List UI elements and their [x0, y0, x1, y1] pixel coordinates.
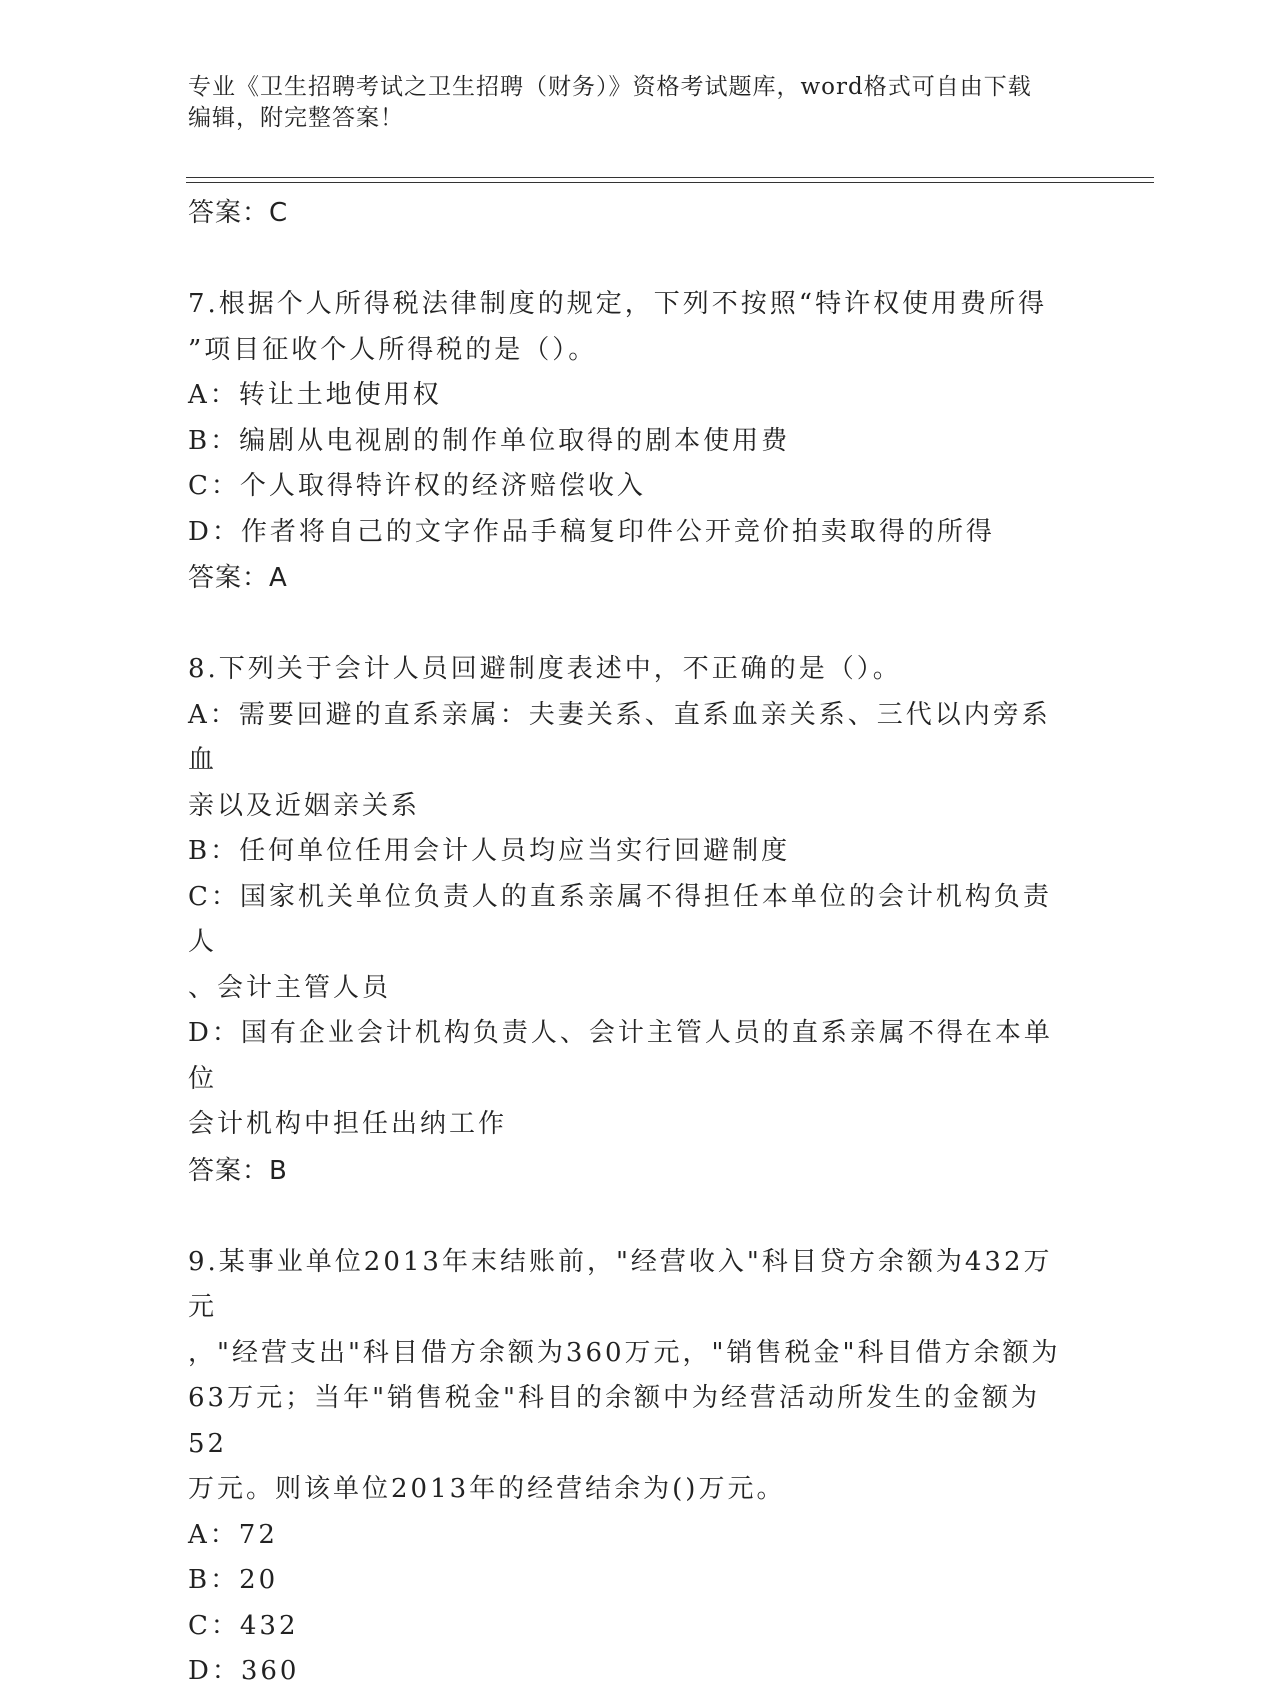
question-7-line-2: ”项目征收个人所得税的是（）。 — [188, 334, 598, 365]
question-8-option-d-line-1: D：国有企业会计机构负责人、会计主管人员的直系亲属不得在本单位 — [188, 1018, 1053, 1094]
question-9 — [188, 1240, 1078, 1695]
question-8 — [188, 647, 1078, 1194]
question-9-line-2: ，"经营支出"科目借方余额为360万元，"销售税金"科目借方余额为 — [188, 1337, 1061, 1368]
question-7-option-d: D：作者将自己的文字作品手稿复印件公开竞价拍卖取得的所得 — [188, 516, 995, 547]
question-8-line-1: 8.下列关于会计人员回避制度表述中，不正确的是（）。 — [188, 654, 902, 684]
question-7-option-b: B：编剧从电视剧的制作单位取得的剧本使用费 — [188, 425, 791, 456]
spacer — [188, 1194, 1078, 1240]
header-divider-top — [186, 177, 1154, 178]
question-list — [188, 190, 1078, 1695]
header-line-1: 专业《卫生招聘考试之卫生招聘（财务）》资格考试题库，word格式可自由下载 — [188, 74, 1032, 100]
question-9-option-c: C：432 — [188, 1610, 299, 1641]
question-8-option-c-line-1: C：国家机关单位负责人的直系亲属不得担任本单位的会计机构负责人 — [188, 881, 1052, 957]
question-7 — [188, 282, 1078, 601]
question-8-option-b: B：任何单位任用会计人员均应当实行回避制度 — [188, 836, 791, 866]
document-header — [188, 72, 1068, 134]
question-9-option-d: D：360 — [188, 1656, 300, 1686]
question-8-answer: 答案：B — [188, 1155, 288, 1186]
spacer — [188, 236, 1078, 282]
previous-answer: 答案：C — [188, 198, 289, 228]
question-8-option-a-line-2: 亲以及近姻亲关系 — [188, 790, 421, 821]
header-line-2: 编辑，附完整答案！ — [188, 105, 404, 131]
spacer — [188, 601, 1078, 647]
question-9-option-b: B：20 — [188, 1565, 279, 1595]
question-7-answer: 答案：A — [188, 563, 288, 593]
header-divider-bottom — [186, 182, 1154, 183]
question-8-option-c-line-2: 、会计主管人员 — [188, 972, 392, 1003]
question-7-option-a: A：转让土地使用权 — [188, 380, 442, 410]
question-9-line-1: 9.某事业单位2013年末结账前，"经营收入"科目贷方余额为432万元 — [188, 1246, 1053, 1322]
question-8-option-d-line-2: 会计机构中担任出纳工作 — [188, 1109, 508, 1139]
question-9-line-4: 万元。则该单位2013年的经营结余为()万元。 — [188, 1474, 786, 1504]
question-9-line-3: 63万元；当年"销售税金"科目的余额中为经营活动所发生的金额为52 — [188, 1383, 1041, 1459]
question-7-line-1: 7.根据个人所得税法律制度的规定，下列不按照“特许权使用费所得 — [188, 289, 1048, 319]
question-9-option-a: A：72 — [188, 1519, 278, 1550]
question-8-option-a-line-1: A：需要回避的直系亲属：夫妻关系、直系血亲关系、三代以内旁系血 — [188, 699, 1051, 775]
question-7-option-c: C：个人取得特许权的经济赔偿收入 — [188, 471, 646, 501]
